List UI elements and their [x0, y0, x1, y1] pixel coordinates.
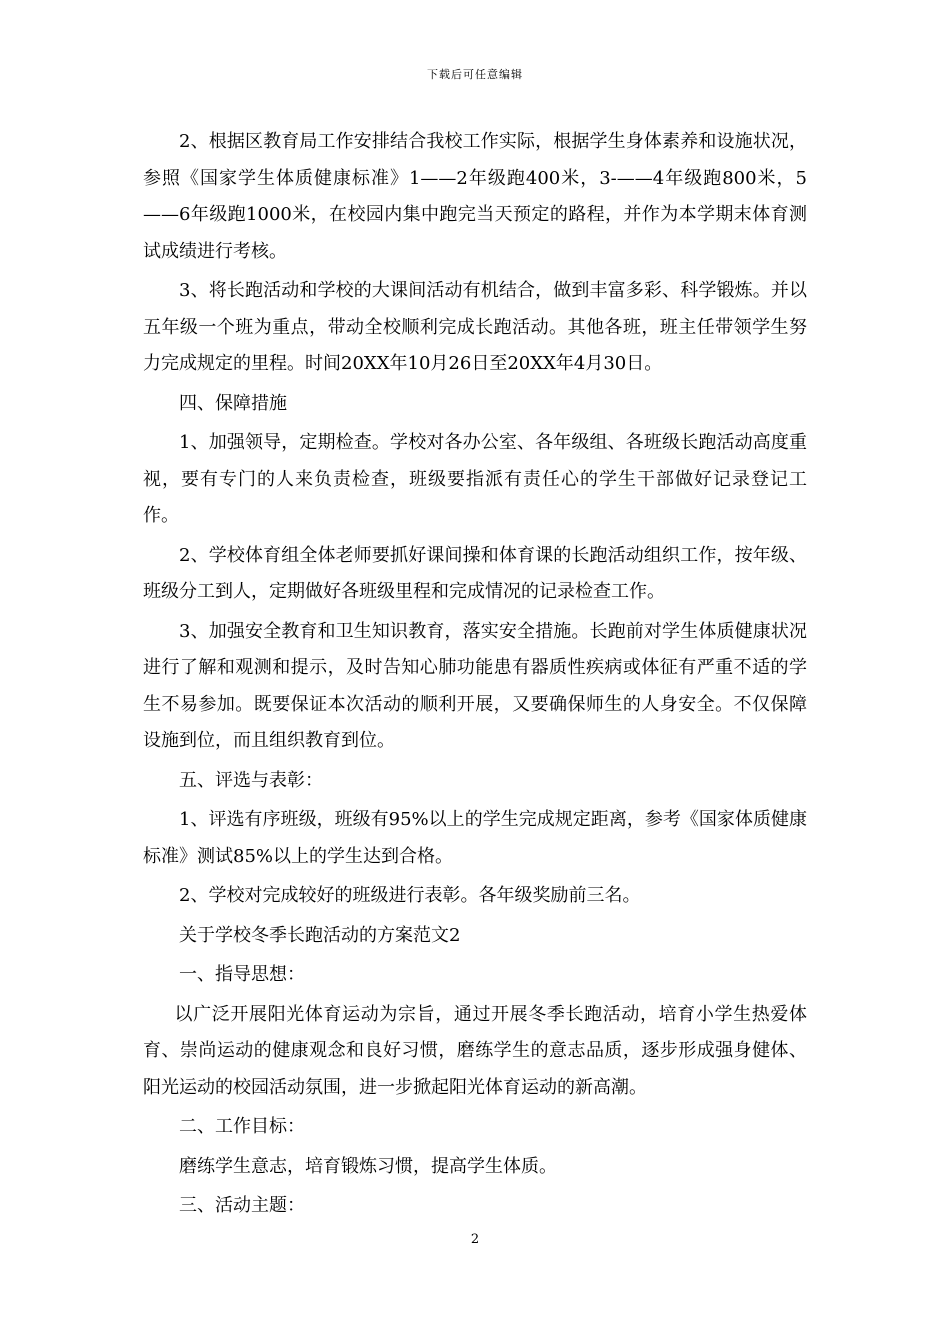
paragraph-safety-education: 3、加强安全教育和卫生知识教育，落实安全措施。长跑前对学生体质健康状况进行了解和观测和提示，及时告知心肺功能患有器质性疾病或体征有严重不适的学生不易参加。既要保证本次活动的顺利开展，又要确保师生的人身安全。不仅保障设施到位，而且组织教育到位。	[143, 620, 807, 751]
page-number: 2	[470, 1232, 480, 1247]
heading-safeguards: 四、保障措施	[179, 392, 287, 414]
heading-work-goals: 二、工作目标：	[179, 1116, 305, 1137]
paragraph-pe-teachers: 2、学校体育组全体老师要抓好课间操和体育课的长跑活动组织工作，按年级、班级分工到人，定期做好各班级里程和完成情况的记录检查工作。	[143, 544, 807, 602]
paragraph-leadership-inspection: 1、加强领导，定期检查。学校对各办公室、各年级组、各班级长跑活动高度重视，要有专门的人来负责检查，班级要指派有责任心的学生干部做好记录登记工作。	[143, 432, 807, 526]
paragraph-work-goals: 磨练学生意志，培育锻炼习惯，提高学生体质。	[179, 1155, 557, 1177]
heading-activity-theme: 三、活动主题：	[179, 1195, 305, 1216]
paragraph-select-classes: 1、评选有序班级，班级有95%以上的学生完成规定距离，参考《国家体质健康标准》测试85%以上的学生达到合格。	[143, 809, 807, 867]
heading-evaluation: 五、评选与表彰：	[179, 769, 323, 791]
document-body	[143, 124, 807, 1225]
paragraph-guiding-ideology: 以广泛开展阳光体育运动为宗旨，通过开展冬季长跑活动，培育小学生热爱体育、崇尚运动的健康观念和良好习惯，磨练学生的意志品质，逐步形成强身健体、阳光运动的校园活动氛围，进一步掀起阳光体育运动的新高潮。	[143, 1003, 807, 1098]
paragraph-combine-activities: 3、将长跑活动和学校的大课间活动有机结合，做到丰富多彩、科学锻炼。并以五年级一个班为重点，带动全校顺利完成长跑活动。其他各班，班主任带领学生努力完成规定的里程。时间20XX年10月26日至20XX年4月30日。	[143, 280, 807, 374]
heading-plan-sample-2: 关于学校冬季长跑活动的方案范文2	[179, 924, 461, 946]
page-header: 下载后可任意编辑	[427, 68, 523, 81]
heading-guiding-ideology: 一、指导思想：	[179, 964, 305, 985]
paragraph-commendation: 2、学校对完成较好的班级进行表彰。各年级奖励前三名。	[179, 885, 641, 906]
paragraph-running-distances: 2、根据区教育局工作安排结合我校工作实际，根据学生身体素养和设施状况，参照《国家学生体质健康标准》1——2年级跑400米，3-——4年级跑800米，5——6年级跑1000米，在校园内集中跑完当天预定的路程，并作为本学期末体育测试成绩进行考核。	[143, 131, 807, 262]
